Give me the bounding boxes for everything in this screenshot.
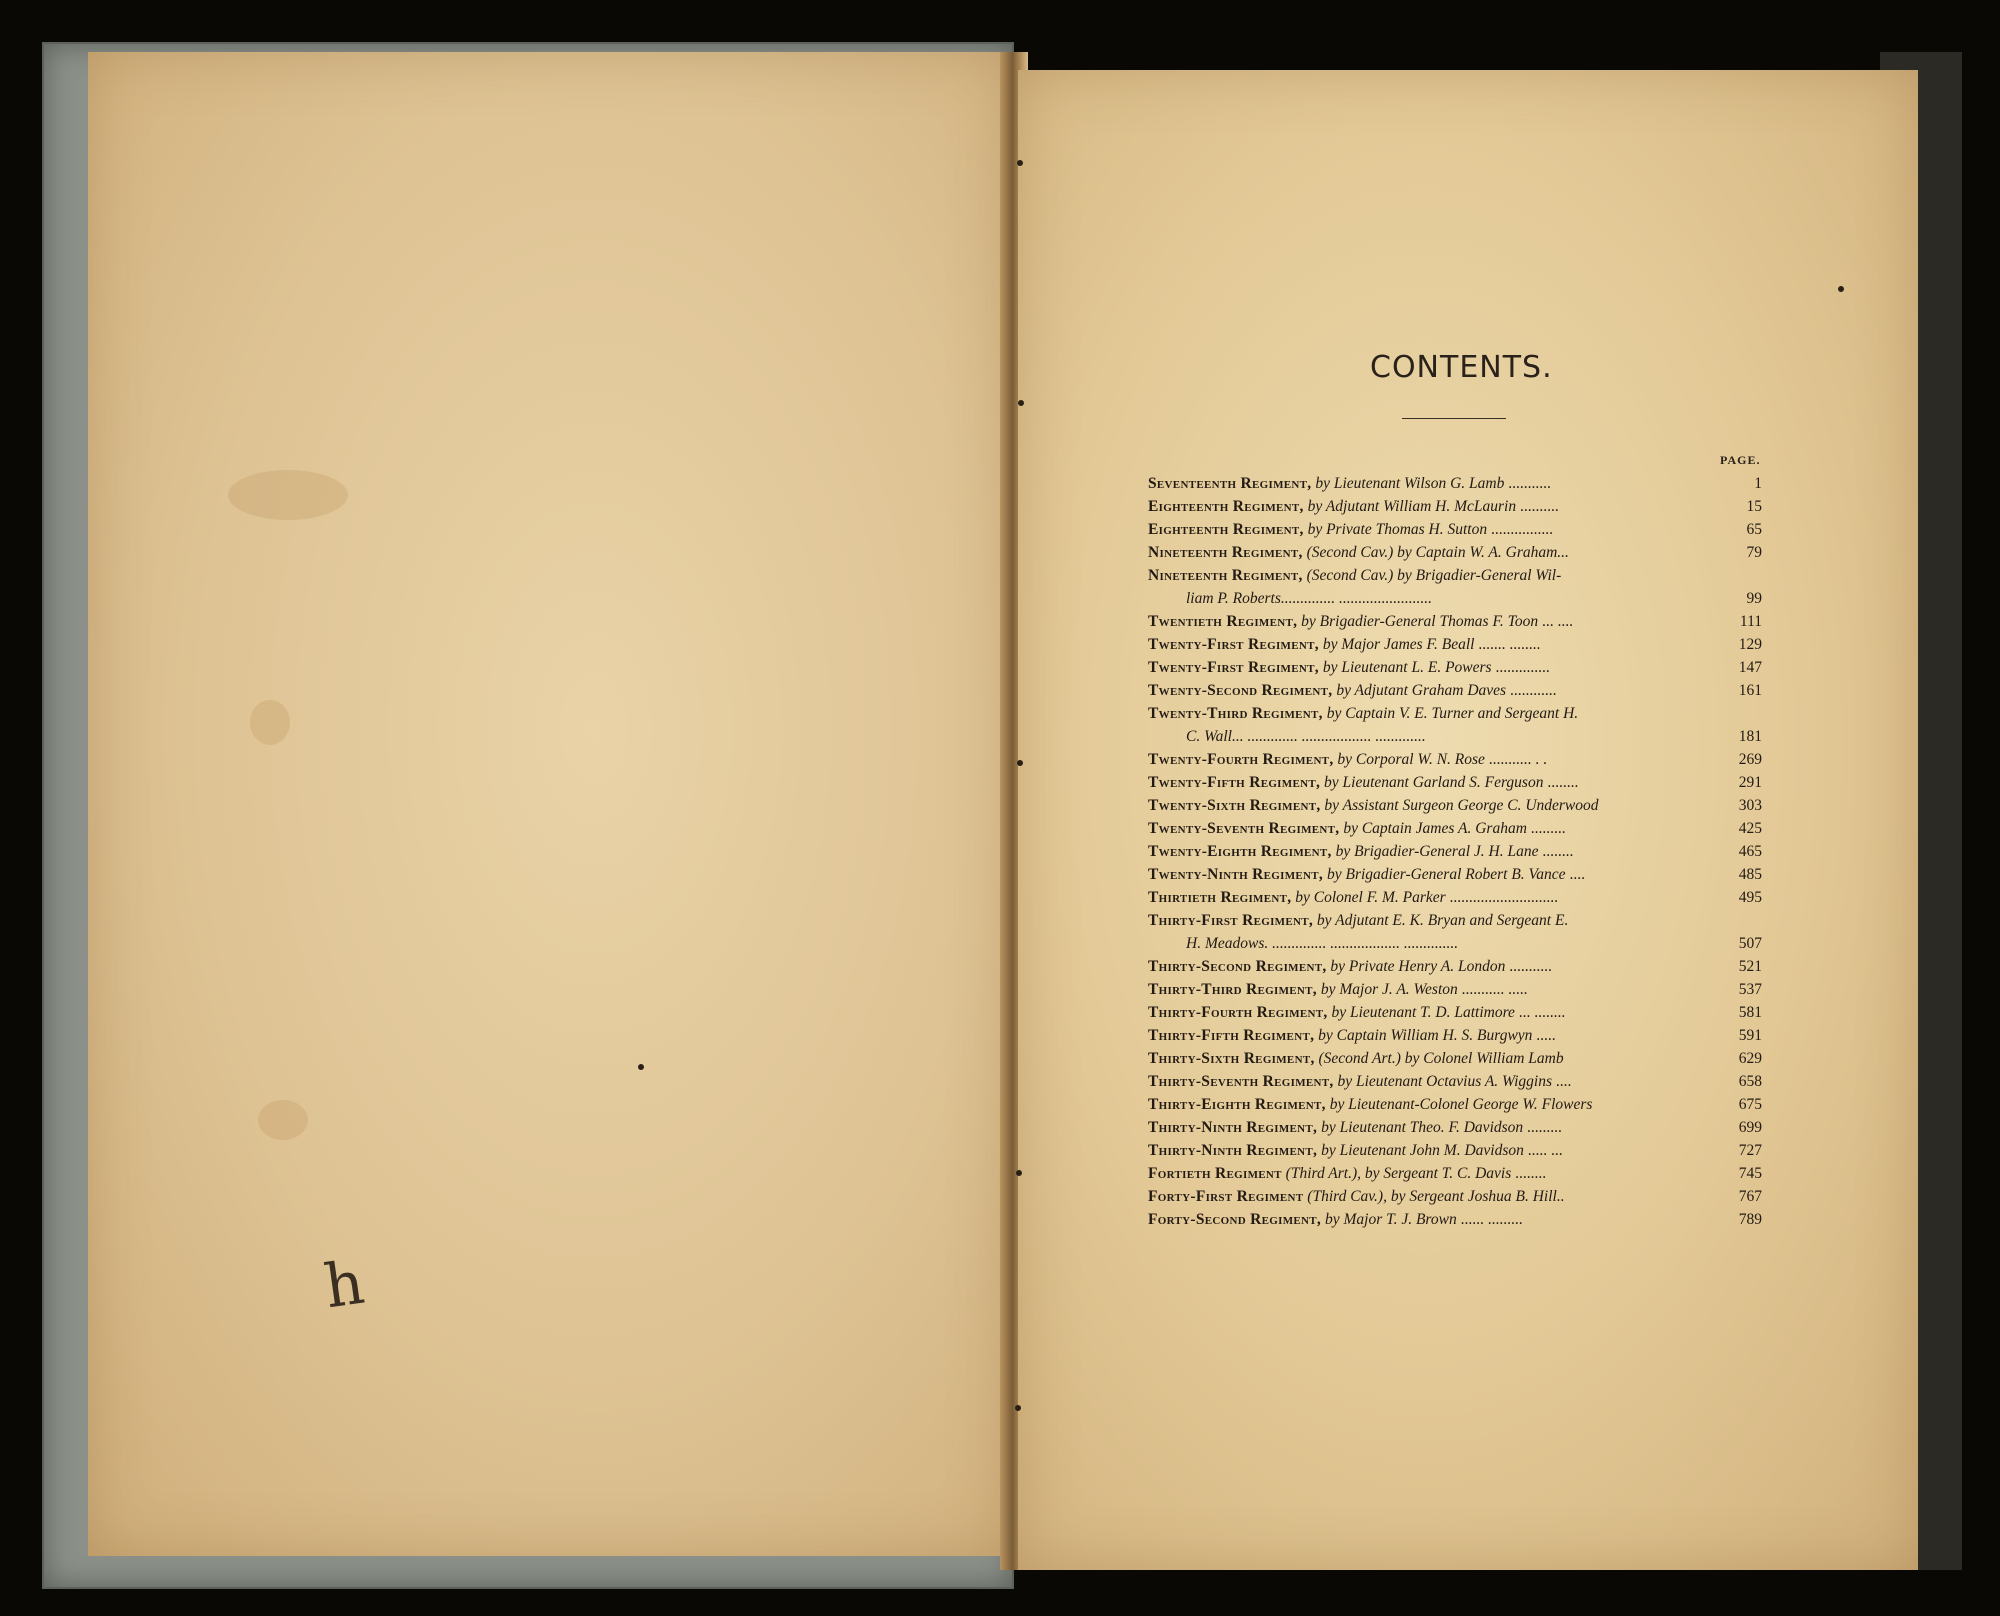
toc-entry-text — [1148, 909, 1714, 932]
toc-entry-text — [1148, 1047, 1714, 1070]
author-name: by Captain James A. Graham — [1343, 820, 1527, 837]
page-number: 269 — [1738, 751, 1762, 768]
toc-entry-text — [1148, 656, 1714, 679]
author-name: by Brigadier-General Thomas F. Toon — [1301, 613, 1539, 630]
regiment-name: Twenty-Seventh Regiment, — [1148, 820, 1340, 837]
toc-entry-text — [1148, 1024, 1714, 1047]
regiment-name: Twenty-Fourth Regiment, — [1148, 751, 1334, 768]
toc-entry-text — [1148, 472, 1714, 495]
page-number: 65 — [1746, 521, 1762, 538]
toc-entry-text — [1148, 1162, 1714, 1185]
page-number: 465 — [1738, 843, 1762, 860]
regiment-name: Thirty-Ninth Regiment, — [1148, 1142, 1318, 1159]
ink-dot — [1017, 760, 1023, 766]
toc-entry-continuation — [1148, 725, 1762, 748]
dot-leader: ........... . . — [1488, 751, 1547, 768]
page-number: 111 — [1739, 613, 1762, 630]
author-continuation: liam P. Roberts.............. ........................ — [1186, 590, 1432, 607]
ink-dot — [1838, 286, 1844, 292]
dot-leader: ............ — [1509, 682, 1557, 699]
page-number: 507 — [1738, 935, 1762, 952]
page-number: 699 — [1738, 1119, 1762, 1136]
dot-leader: ........... — [1509, 958, 1552, 975]
author-name: by Private Thomas H. Sutton — [1307, 521, 1488, 538]
table-of-contents — [1148, 472, 1762, 1231]
dot-leader: ...... ......... — [1460, 1211, 1523, 1228]
page-number: 425 — [1738, 820, 1762, 837]
regiment-name: Thirty-Eighth Regiment, — [1148, 1096, 1326, 1113]
author-name: by Assistant Surgeon George C. Underwood — [1324, 797, 1599, 814]
handwritten-mark: h — [320, 1247, 369, 1323]
regiment-name: Thirty-Third Regiment, — [1148, 981, 1317, 998]
author-name: (Third Cav.), by Sergeant Joshua B. Hill.. — [1307, 1188, 1565, 1205]
page-number: 789 — [1738, 1211, 1762, 1228]
author-name: by Corporal W. N. Rose — [1337, 751, 1485, 768]
author-name: by Lieutenant L. E. Powers — [1322, 659, 1492, 676]
author-name: by Major James F. Beall — [1322, 636, 1475, 653]
author-name: by Brigadier-General Robert B. Vance — [1326, 866, 1566, 883]
author-name: by Brigadier-General J. H. Lane — [1335, 843, 1539, 860]
toc-entry-text — [1148, 840, 1714, 863]
dot-leader: ... .... — [1541, 613, 1573, 630]
contents-title: CONTENTS. — [1370, 350, 1553, 385]
toc-entry — [1148, 886, 1762, 909]
toc-entry — [1148, 1001, 1762, 1024]
toc-entry — [1148, 771, 1762, 794]
toc-entry-text — [1148, 541, 1714, 564]
toc-entry — [1148, 1047, 1762, 1070]
regiment-name: Thirtieth Regiment, — [1148, 889, 1292, 906]
author-name: by Captain William H. S. Burgwyn — [1318, 1027, 1533, 1044]
dot-leader: ..... ... — [1527, 1142, 1563, 1159]
page-number: 79 — [1746, 544, 1762, 561]
dot-leader: .... — [1569, 866, 1585, 883]
author-name: by Adjutant William H. McLaurin — [1307, 498, 1517, 515]
title-rule — [1402, 418, 1506, 419]
regiment-name: Eighteenth Regiment, — [1148, 521, 1304, 538]
page-number: 99 — [1746, 590, 1762, 607]
regiment-name: Thirty-Fifth Regiment, — [1148, 1027, 1315, 1044]
dot-leader: ..... — [1536, 1027, 1556, 1044]
page-number: 15 — [1746, 498, 1762, 515]
regiment-name: Seventeenth Regiment, — [1148, 475, 1312, 492]
paper-stain — [228, 470, 348, 520]
page-number: 129 — [1738, 636, 1762, 653]
toc-entry-text — [1148, 1093, 1714, 1116]
author-name: by Private Henry A. London — [1330, 958, 1506, 975]
author-name: by Lieutenant-Colonel George W. Flowers — [1329, 1096, 1593, 1113]
regiment-name: Twenty-Second Regiment, — [1148, 682, 1333, 699]
regiment-name: Thirty-Second Regiment, — [1148, 958, 1327, 975]
author-name: (Second Cav.) by Captain W. A. Graham... — [1306, 544, 1569, 561]
dot-leader: ....... ........ — [1478, 636, 1541, 653]
dot-leader: ................ — [1490, 521, 1553, 538]
author-name: by Adjutant E. K. Bryan and Sergeant E. — [1316, 912, 1569, 929]
page-number: 521 — [1738, 958, 1762, 975]
toc-entry — [1148, 472, 1762, 495]
regiment-name: Fortieth Regiment — [1148, 1165, 1282, 1182]
author-name: by Lieutenant Garland S. Ferguson — [1324, 774, 1544, 791]
dot-leader: ......... — [1530, 820, 1566, 837]
page-number: 303 — [1738, 797, 1762, 814]
ink-dot — [638, 1064, 644, 1070]
toc-entry — [1148, 633, 1762, 656]
regiment-name: Twenty-Sixth Regiment, — [1148, 797, 1321, 814]
toc-entry-text — [1148, 610, 1714, 633]
toc-entry — [1148, 748, 1762, 771]
author-name: by Colonel F. M. Parker — [1295, 889, 1446, 906]
page-number: 1 — [1754, 475, 1762, 492]
left-page — [88, 52, 1008, 1556]
toc-entry — [1148, 518, 1762, 541]
page-number: 629 — [1738, 1050, 1762, 1067]
page-number: 767 — [1738, 1188, 1762, 1205]
toc-entry-text — [1148, 679, 1714, 702]
page-number: 581 — [1738, 1004, 1762, 1021]
regiment-name: Nineteenth Regiment, — [1148, 544, 1303, 561]
page-number: 675 — [1738, 1096, 1762, 1113]
toc-entry — [1148, 1116, 1762, 1139]
toc-entry — [1148, 656, 1762, 679]
toc-entry-text — [1148, 748, 1714, 771]
dot-leader: ........... ..... — [1461, 981, 1528, 998]
regiment-name: Thirty-Ninth Regiment, — [1148, 1119, 1318, 1136]
toc-entry-text — [1148, 817, 1714, 840]
toc-entry-text — [1148, 564, 1714, 587]
author-name: by Lieutenant Octavius A. Wiggins — [1337, 1073, 1552, 1090]
dot-leader: ......... — [1527, 1119, 1562, 1136]
author-name: (Second Cav.) by Brigadier-General Wil- — [1306, 567, 1562, 584]
page-number: 181 — [1738, 728, 1762, 745]
regiment-name: Twenty-Eighth Regiment, — [1148, 843, 1332, 860]
toc-entry — [1148, 840, 1762, 863]
dot-leader: ........... — [1508, 475, 1551, 492]
toc-entry-text — [1148, 1139, 1714, 1162]
author-name: by Adjutant Graham Daves — [1336, 682, 1507, 699]
regiment-name: Eighteenth Regiment, — [1148, 498, 1304, 515]
author-name: by Captain V. E. Turner and Sergeant H. — [1326, 705, 1579, 722]
toc-entry — [1148, 495, 1762, 518]
toc-entry-text — [1148, 955, 1714, 978]
dot-leader: .............. — [1495, 659, 1550, 676]
toc-entry-text — [1148, 978, 1714, 1001]
regiment-name: Forty-First Regiment — [1148, 1188, 1304, 1205]
toc-entry — [1148, 1093, 1762, 1116]
dot-leader: .......... — [1519, 498, 1559, 515]
dot-leader: ........ — [1515, 1165, 1547, 1182]
dot-leader: ........ — [1547, 774, 1579, 791]
ink-dot — [1017, 160, 1023, 166]
toc-entry-text — [1148, 1116, 1714, 1139]
author-name: by Lieutenant Wilson G. Lamb — [1315, 475, 1505, 492]
toc-entry — [1148, 909, 1762, 932]
regiment-name: Thirty-Sixth Regiment, — [1148, 1050, 1315, 1067]
page-number: 745 — [1738, 1165, 1762, 1182]
toc-entry — [1148, 679, 1762, 702]
author-continuation: H. Meadows. .............. .................. .............. — [1186, 935, 1459, 952]
toc-entry — [1148, 955, 1762, 978]
toc-entry-text — [1148, 1208, 1714, 1231]
regiment-name: Twenty-Third Regiment, — [1148, 705, 1323, 722]
dot-leader: ........ — [1542, 843, 1574, 860]
page-number: 727 — [1738, 1142, 1762, 1159]
regiment-name: Twenty-First Regiment, — [1148, 659, 1319, 676]
regiment-name: Twenty-First Regiment, — [1148, 636, 1319, 653]
regiment-name: Twenty-Fifth Regiment, — [1148, 774, 1321, 791]
toc-entry — [1148, 702, 1762, 725]
page-number: 161 — [1738, 682, 1762, 699]
toc-entry-text — [1148, 863, 1714, 886]
toc-entry-text — [1148, 495, 1714, 518]
toc-entry — [1148, 794, 1762, 817]
page-number: 591 — [1738, 1027, 1762, 1044]
toc-entry-continuation — [1148, 932, 1762, 955]
author-name: (Third Art.), by Sergeant T. C. Davis — [1285, 1165, 1512, 1182]
toc-entry-text — [1148, 702, 1714, 725]
toc-entry — [1148, 610, 1762, 633]
regiment-name: Thirty-First Regiment, — [1148, 912, 1314, 929]
toc-entry — [1148, 1208, 1762, 1231]
toc-entry — [1148, 564, 1762, 587]
toc-entry-text — [1148, 886, 1714, 909]
toc-entry — [1148, 1070, 1762, 1093]
page-number: 485 — [1738, 866, 1762, 883]
dot-leader: .... — [1555, 1073, 1572, 1090]
paper-stain — [250, 700, 290, 745]
regiment-name: Twenty-Ninth Regiment, — [1148, 866, 1324, 883]
ink-dot — [1018, 400, 1024, 406]
toc-entry — [1148, 1162, 1762, 1185]
toc-entry-text — [1148, 633, 1714, 656]
toc-entry — [1148, 978, 1762, 1001]
page-number: 147 — [1738, 659, 1762, 676]
toc-entry-text — [1148, 1001, 1714, 1024]
toc-entry-continuation — [1148, 587, 1762, 610]
paper-stain — [258, 1100, 308, 1140]
author-name: by Lieutenant John M. Davidson — [1321, 1142, 1524, 1159]
page-number: 658 — [1738, 1073, 1762, 1090]
regiment-name: Forty-Second Regiment, — [1148, 1211, 1322, 1228]
page-number: 495 — [1738, 889, 1762, 906]
page-number: 537 — [1738, 981, 1762, 998]
toc-entry — [1148, 1185, 1762, 1208]
author-name: by Lieutenant Theo. F. Davidson — [1321, 1119, 1524, 1136]
regiment-name: Thirty-Seventh Regiment, — [1148, 1073, 1334, 1090]
author-name: (Second Art.) by Colonel William Lamb — [1318, 1050, 1564, 1067]
toc-entry — [1148, 863, 1762, 886]
toc-entry — [1148, 1139, 1762, 1162]
author-name: by Lieutenant T. D. Lattimore — [1331, 1004, 1515, 1021]
author-continuation: C. Wall... ............. .................. ............. — [1186, 728, 1426, 745]
toc-entry — [1148, 817, 1762, 840]
regiment-name: Nineteenth Regiment, — [1148, 567, 1303, 584]
toc-entry-text — [1148, 1070, 1714, 1093]
toc-entry-text — [1148, 794, 1714, 817]
dot-leader: ............................ — [1449, 889, 1559, 906]
toc-entry — [1148, 541, 1762, 564]
regiment-name: Twentieth Regiment, — [1148, 613, 1298, 630]
page-column-header: PAGE. — [1720, 453, 1761, 467]
toc-entry-text — [1148, 1185, 1714, 1208]
regiment-name: Thirty-Fourth Regiment, — [1148, 1004, 1328, 1021]
ink-dot — [1015, 1405, 1021, 1411]
dot-leader: ... ........ — [1518, 1004, 1566, 1021]
toc-entry-text — [1148, 518, 1714, 541]
toc-entry-text — [1148, 771, 1714, 794]
toc-entry — [1148, 1024, 1762, 1047]
author-name: by Major J. A. Weston — [1320, 981, 1458, 998]
page-number: 291 — [1738, 774, 1762, 791]
ink-dot — [1016, 1170, 1022, 1176]
author-name: by Major T. J. Brown — [1324, 1211, 1457, 1228]
